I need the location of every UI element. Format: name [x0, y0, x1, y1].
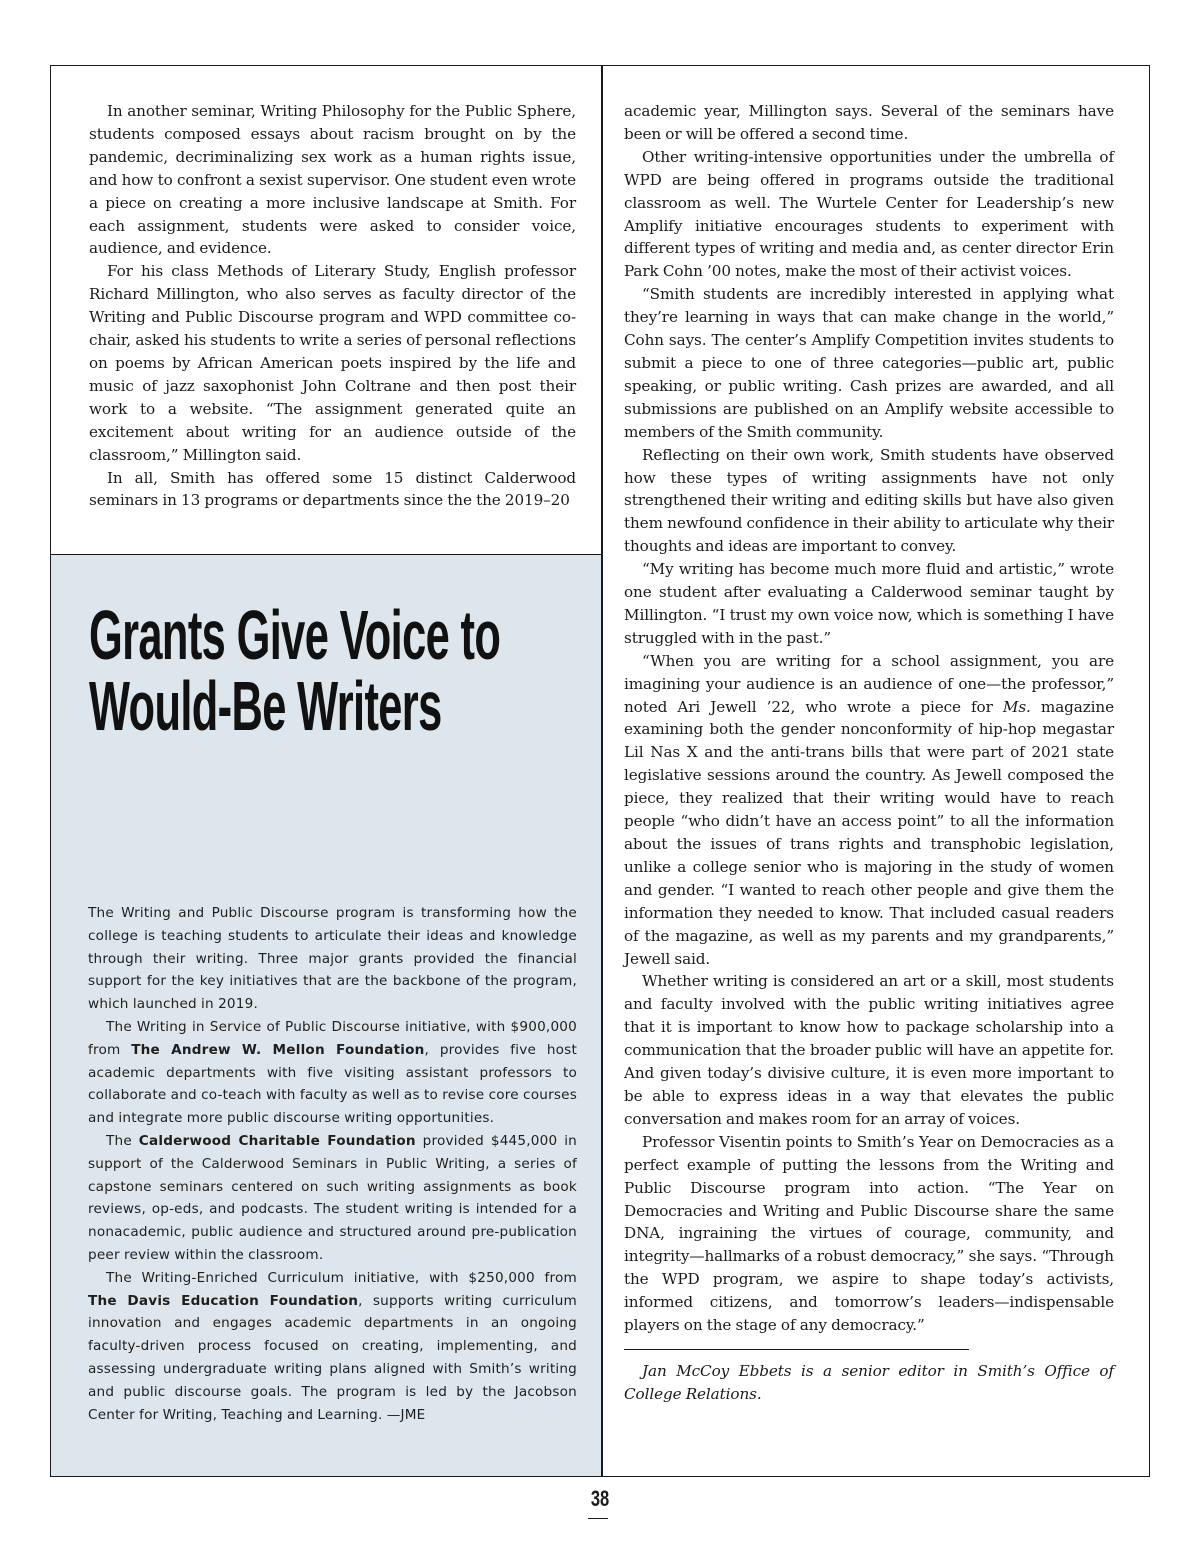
page-number: 38 [590, 1486, 610, 1511]
foundation-name: Calderwood Charitable Foundation [138, 1132, 416, 1149]
right-column-body [603, 66, 1149, 1476]
page-number-rule [588, 1518, 608, 1519]
sidebar-headline [89, 596, 501, 745]
right-paragraph: academic year, Millington says. Several of the seminars have been or will be offered a second time. [624, 102, 1114, 143]
sidebar-headline-line: Would-Be Writers [89, 667, 442, 745]
right-paragraph: “My writing has become much more fluid and artistic,” wrote one student after evaluating a Calderwood seminar taught by Millington. “I trust my own voice now, which is something I have struggled with in the past.” [624, 560, 1114, 647]
sidebar-text-run: , provides five host academic departments with five visiting assistant professors to collaborate and co-teach with faculty as well as to revise core courses and integrate more public discourse writing opportunities. [88, 1041, 577, 1127]
sidebar-text-run: The [106, 1132, 139, 1149]
right-paragraph: Other writing-intensive opportunities under the umbrella of WPD are being offered in programs outside the traditional classroom as well. The Wurtele Center for Leadership’s new Amplify initiative encourages students to experiment with different types of writing and media and, as center director Erin Park Cohn ’00 notes, make the most of their activist voices. [624, 147, 1114, 281]
sidebar-text-run: , supports writing curriculum innovation and engages academic departments in an ongoing faculty-driven process focused on creating, implementing, and assessing undergraduate writing plans aligned with Smith’s writing and public discourse goals. The program is led by the Jacobson Center for Writing, Teaching and Learning. —JME [88, 1292, 577, 1423]
right-paragraph: Whether writing is considered an art or a skill, most students and faculty involved with the public writing initiatives agree that it is important to know how to package scholarship into a communication that the broader public will have an appetite for. And given today’s divisive culture, it is even more important to be able to express ideas in a way that elevates the public conversation and makes room for an array of voices. [624, 972, 1114, 1128]
sidebar-paragraph [88, 1267, 577, 1427]
sidebar-text-run: The Writing-Enriched Curriculum initiative, with $250,000 from [106, 1269, 577, 1286]
sidebar-text-run: The Writing in Service of Public Discourse initiative, with $900,000 from [88, 1018, 577, 1058]
left-paragraph: In all, Smith has offered some 15 distinct Calderwood seminars in 13 programs or departments since the the 2019–20 [89, 468, 576, 510]
author-byline: Jan McCoy Ebbets is a senior editor in Smith’s Office of College Relations. [624, 1361, 1114, 1403]
right-text-run: magazine examining both the gender nonconformity of hip-hop megastar Lil Nas X and the anti-trans bills that were part of 2021 state legislative sessions around the country. As Jewell composed the piece, they realized that their writing would have to reach people “who didn’t have an access point” to all the information about the issues of trans rights and transphobic legislation, unlike a college senior who is majoring in the study of women and gender. “I wanted to reach other people and give them the information they needed to know. That included casual readers of the magazine, as well as my parents and my grandparents,” Jewell said. [624, 697, 1114, 968]
foundation-name: The Davis Education Foundation [88, 1292, 359, 1309]
publication-title: Ms. [1002, 697, 1031, 716]
right-paragraph: Professor Visentin points to Smith’s Year on Democracies as a perfect example of putting the lessons from the Writing and Public Discourse program into action. “The Year on Democracies and Writing and Public Discourse share the same DNA, ingraining the virtues of courage, community, and integrity—hallmarks of a robust democracy,” she says. “Through the WPD program, we aspire to shape today’s activists, informed citizens, and tomorrow’s leaders—indispensable players on the stage of any democracy.” [624, 1132, 1114, 1335]
left-column-body [51, 66, 601, 554]
left-paragraph: For his class Methods of Literary Study, English professor Richard Millington, who also serves as faculty director of the Writing and Public Discourse program and WPD committee co-chair, asked his students to write a series of personal reflections on poems by African American poets inspired by the life and music of jazz saxophonist John Coltrane and then post their work to a website. “The assignment generated quite an excitement about writing for an audience outside of the classroom,” Millington said. [89, 262, 576, 464]
right-paragraph: “Smith students are incredibly interested in applying what they’re learning in ways that can make change in the world,” Cohn says. The center’s Amplify Competition invites students to submit a piece to one of three categories—public art, public speaking, or public writing. Cash prizes are awarded, and all submissions are published on an Amplify website accessible to members of the Smith community. [624, 285, 1114, 441]
left-column-text [89, 100, 576, 512]
byline-rule [624, 1349, 969, 1350]
article-frame [50, 65, 1150, 1477]
sidebar-headline-line: Grants Give Voice to [89, 596, 501, 674]
sidebar-paragraph [88, 1016, 577, 1130]
sidebar-paragraph [88, 1130, 577, 1267]
right-paragraph: Reflecting on their own work, Smith students have observed how these types of writing assignments have not only strengthened their writing and editing skills but have also given them newfound confidence in their ability to articulate why their thoughts and ideas are important to convey. [624, 445, 1114, 556]
foundation-name: The Andrew W. Mellon Foundation [131, 1041, 425, 1058]
grants-sidebar [51, 554, 601, 1476]
right-column-text [624, 100, 1114, 1406]
sidebar-text-run: provided $445,000 in support of the Calderwood Seminars in Public Writing, a series of capstone seminars centered on such writing assignments as book reviews, op-eds, and podcasts. The student writing is intended for a nonacademic, public audience and structured around pre-publication peer review within the classroom. [88, 1132, 577, 1263]
right-text-run: “When you are writing for a school assignment, you are imagining your audience is an audience of one—the professor,” noted Ari Jewell ’22, who wrote a piece for [624, 651, 1114, 716]
right-paragraph [624, 650, 1114, 971]
left-paragraph: In another seminar, Writing Philosophy for the Public Sphere, students composed essays about racism brought on by the pandemic, decriminalizing sex work as a human rights issue, and how to confront a sexist supervisor. One student even wrote a piece on creating a more inclusive landscape at Smith. For each assignment, students were asked to consider voice, audience, and evidence. [89, 102, 576, 258]
sidebar-paragraph: The Writing and Public Discourse program is transforming how the college is teaching students to articulate their ideas and knowledge through their writing. Three major grants provided the financial support for the key initiatives that are the backbone of the program, which launched in 2019. [88, 905, 577, 1013]
sidebar-text [88, 902, 577, 1426]
